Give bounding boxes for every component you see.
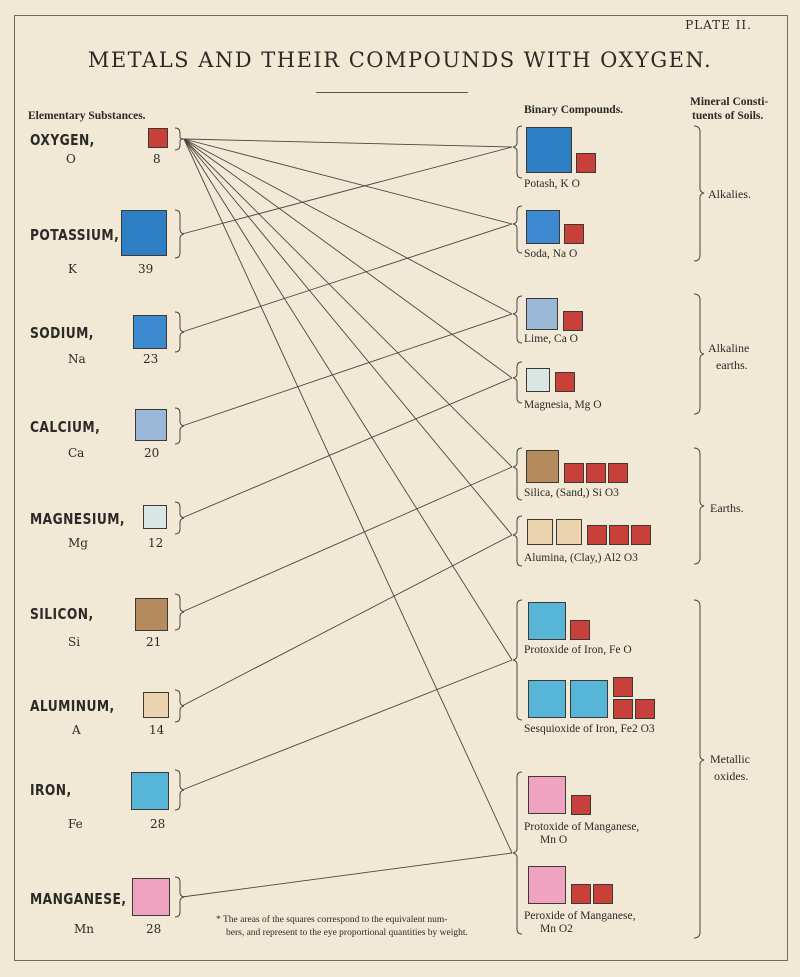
sesquioxide-iron-oxygen-square-2 (613, 699, 633, 719)
brace-earths (694, 448, 704, 564)
element-manganese-name: MANGANESE, (30, 890, 127, 908)
alumina-metal-square-1 (527, 519, 553, 545)
brace-metallic-oxides (694, 600, 704, 938)
element-aluminum-name: ALUMINUM, (30, 697, 115, 715)
compound-protoxide-iron-label: Protoxide of Iron, Fe O (524, 644, 632, 656)
lime-oxygen-square (563, 311, 583, 331)
brace-iron-oxides (513, 600, 522, 720)
peroxide-manganese-oxygen-square-2 (593, 884, 613, 904)
sesquioxide-iron-oxygen-square-1 (613, 677, 633, 697)
protoxide-iron-oxygen-square (570, 620, 590, 640)
brace-oxygen (175, 128, 184, 150)
brace-soda (513, 206, 522, 253)
line-oxygen-iron (184, 139, 512, 660)
element-oxygen-weight: 8 (153, 152, 161, 166)
line-oxygen-magnesia (184, 139, 512, 378)
brace-sodium (175, 312, 184, 352)
element-oxygen-square (148, 128, 168, 148)
line-oxygen-alumina (184, 139, 512, 535)
brace-alkaline-earths (694, 294, 704, 414)
brace-alumina (513, 516, 522, 566)
compound-sesquioxide-iron-label: Sesquioxide of Iron, Fe2 O3 (524, 723, 655, 735)
protoxide-manganese-metal-square (528, 776, 566, 814)
compound-alumina-label: Alumina, (Clay,) Al2 O3 (524, 552, 638, 564)
element-potassium-name: POTASSIUM, (30, 226, 120, 244)
element-sodium-square (133, 315, 167, 349)
element-silicon-weight: 21 (146, 635, 162, 649)
element-magnesium-name: MAGNESIUM, (30, 510, 125, 528)
line-sodium (182, 224, 512, 332)
line-manganese (182, 853, 512, 897)
element-manganese-symbol: Mn (74, 922, 95, 936)
line-oxygen-lime (184, 139, 512, 314)
group-alkalies: Alkalies. (708, 187, 751, 201)
header-binary: Binary Compounds. (524, 104, 624, 116)
magnesia-metal-square (526, 368, 550, 392)
silica-oxygen-square-1 (564, 463, 584, 483)
brace-calcium (175, 408, 184, 444)
element-aluminum-weight: 14 (149, 723, 165, 737)
element-iron-weight: 28 (150, 817, 166, 831)
element-calcium-name: CALCIUM, (30, 418, 101, 436)
element-sodium-weight: 23 (143, 352, 159, 366)
compound-silica-label: Silica, (Sand,) Si O3 (524, 487, 619, 499)
element-potassium-symbol: K (68, 262, 77, 276)
soda-oxygen-square (564, 224, 584, 244)
group-metallic-2: oxides. (714, 769, 749, 783)
element-silicon-square (135, 598, 168, 631)
alumina-oxygen-square-2 (609, 525, 629, 545)
element-iron-name: IRON, (30, 781, 72, 799)
element-oxygen-symbol: O (66, 152, 76, 166)
element-calcium-weight: 20 (144, 446, 160, 460)
compound-magnesia-label: Magnesia, Mg O (524, 399, 602, 411)
group-earths: Earths. (710, 501, 744, 515)
element-silicon-symbol: Si (68, 635, 81, 649)
element-iron-symbol: Fe (68, 817, 83, 831)
line-iron (182, 660, 512, 790)
brace-magnesia (513, 362, 522, 403)
element-sodium-name: SODIUM, (30, 324, 94, 342)
element-potassium-weight: 39 (138, 262, 154, 276)
element-iron-square (131, 772, 169, 810)
alumina-oxygen-square-3 (631, 525, 651, 545)
potash-oxygen-square (576, 153, 596, 173)
line-aluminum (182, 535, 512, 706)
element-potassium-square (121, 210, 167, 256)
compound-peroxide-manganese-label-1: Peroxide of Manganese, (524, 910, 636, 922)
footnote-line-2: bers, and represent to the eye proportional quantities by weight. (226, 928, 468, 938)
element-aluminum-square (143, 692, 169, 718)
brace-magnesium (175, 502, 184, 534)
header-elementary: Elementary Substances. (28, 110, 146, 122)
line-silicon (182, 467, 512, 612)
soda-metal-square (526, 210, 560, 244)
group-metallic-1: Metallic (710, 752, 750, 766)
brace-iron (175, 770, 184, 810)
compound-peroxide-manganese-label-2: Mn O2 (540, 923, 573, 935)
compound-soda-label: Soda, Na O (524, 248, 578, 260)
alumina-metal-square-2 (556, 519, 582, 545)
line-calcium (182, 314, 512, 426)
lime-metal-square (526, 298, 558, 330)
element-manganese-weight: 28 (146, 922, 162, 936)
compound-lime-label: Lime, Ca O (524, 333, 578, 345)
element-aluminum-symbol: A (72, 723, 81, 737)
header-mineral-1: Mineral Consti- (690, 96, 769, 108)
line-potassium (182, 147, 512, 234)
magnesia-oxygen-square (555, 372, 575, 392)
element-magnesium-symbol: Mg (68, 536, 88, 550)
header-mineral-2: tuents of Soils. (692, 110, 764, 122)
peroxide-manganese-metal-square (528, 866, 566, 904)
brace-potash (513, 126, 522, 178)
alumina-oxygen-square-1 (587, 525, 607, 545)
sesquioxide-iron-metal-square-2 (570, 680, 608, 718)
element-calcium-symbol: Ca (68, 446, 85, 460)
brace-silica (513, 448, 522, 500)
element-magnesium-weight: 12 (148, 536, 164, 550)
brace-manganese-oxides (513, 772, 522, 934)
compound-protoxide-manganese-label-1: Protoxide of Manganese, (524, 821, 640, 833)
protoxide-manganese-oxygen-square (571, 795, 591, 815)
footnote (216, 914, 468, 940)
element-manganese-square (132, 878, 170, 916)
brace-aluminum (175, 690, 184, 722)
sesquioxide-iron-oxygen-square-3 (635, 699, 655, 719)
protoxide-iron-metal-square (528, 602, 566, 640)
brace-alkalies (694, 126, 704, 261)
group-alkaline-1: Alkaline (708, 341, 750, 355)
element-sodium-symbol: Na (68, 352, 86, 366)
line-oxygen-silica (184, 139, 512, 467)
line-oxygen-potash (184, 139, 512, 147)
compound-protoxide-manganese-label-2: Mn O (540, 834, 568, 846)
compound-potash-label: Potash, K O (524, 178, 580, 190)
sesquioxide-iron-metal-square-1 (528, 680, 566, 718)
potash-metal-square (526, 127, 572, 173)
element-magnesium-square (143, 505, 167, 529)
element-oxygen-name: OXYGEN, (30, 131, 95, 149)
footnote-line-1: * The areas of the squares correspond to the equivalent num- (216, 915, 448, 925)
silica-oxygen-square-3 (608, 463, 628, 483)
line-magnesium (182, 378, 512, 518)
peroxide-manganese-oxygen-square-1 (571, 884, 591, 904)
line-oxygen-soda (184, 139, 512, 224)
brace-lime (513, 296, 522, 343)
element-silicon-name: SILICON, (30, 605, 94, 623)
brace-silicon (175, 594, 184, 630)
silica-oxygen-square-2 (586, 463, 606, 483)
brace-manganese (175, 877, 184, 917)
element-calcium-square (135, 409, 167, 441)
brace-potassium (175, 210, 184, 258)
plate-number: PLATE II. (685, 18, 752, 32)
silica-metal-square (526, 450, 559, 483)
page-title: METALS AND THEIR COMPOUNDS WITH OXYGEN. (87, 48, 713, 72)
group-alkaline-2: earths. (716, 358, 748, 372)
